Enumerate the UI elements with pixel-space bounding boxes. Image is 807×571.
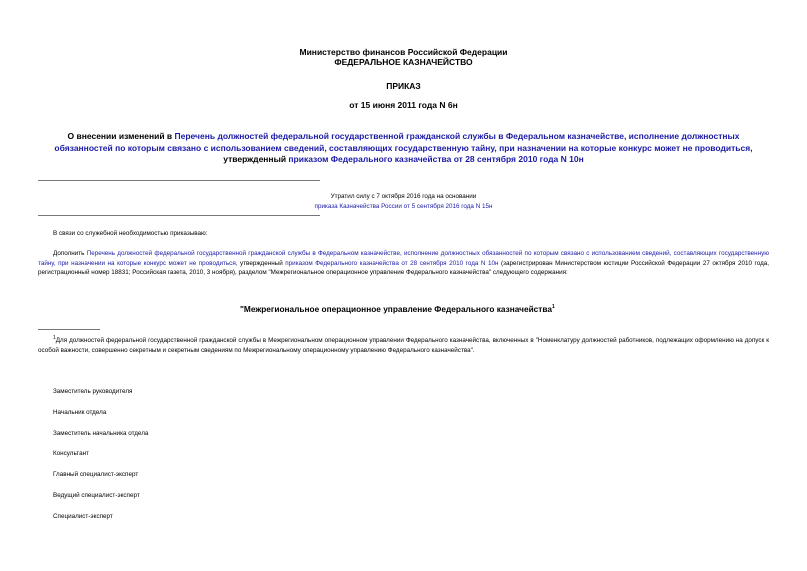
footnote-divider: [38, 329, 100, 330]
para-link-list[interactable]: Перечень должностей федеральной государственной гражданской службы в Федеральном казначействе, исполнение должностных обязанностей по которым связано с использованием сведений, составляющих государственную тайну, при назначении на которые конкурс может не проводиться,: [38, 250, 769, 267]
footnote-ref: 1: [53, 335, 56, 341]
status-link[interactable]: приказа Казначейства России от 5 сентября 2016 года N 15н: [314, 203, 493, 210]
para-suffix: (зарегистрирован Министерством юстиции Российской Федерации 27 октября 2010 года, регистрационный номер 18831; Российская газета, 2010, 3 ноября), разделом "Межрегиональное операционное управление Федерального казначейства" следующего содержания:: [38, 259, 769, 277]
amendment-paragraph: [38, 249, 769, 278]
position-item: Начальник отдела: [53, 409, 107, 416]
ministry-name: Министерство финансов Российской Федерации: [299, 47, 508, 57]
doc-date-number: от 15 июня 2011 года N 6н: [349, 100, 458, 110]
title-link-order[interactable]: приказом Федерального казначейства от 28 сентября 2010 года N 10н: [288, 154, 584, 164]
para-middle: утвержденный: [237, 259, 286, 267]
position-item: Ведущий специалист-эксперт: [53, 492, 140, 499]
para-link-order[interactable]: приказом Федерального казначейства от 28 сентября 2010 года N 10н: [285, 259, 499, 267]
footnote-text: $^1$Для должностей федеральной государственной гражданской службы в Межрегиональном операционном управлении Федерального казначейства, включенных в "Номенклатуру должностей работников, подлежащих оформлению на допуск к особой важности, совершенно секретным и секретным сведениям по Межрегиональному операционному управлению Федерального казначейства".: [38, 335, 769, 354]
title-prefix: О внесении изменений в: [67, 131, 175, 141]
position-item: Заместитель начальника отдела: [53, 430, 149, 437]
divider-top: [38, 180, 320, 181]
document-title: [38, 131, 769, 166]
intro-text: В связи со служебной необходимостью приказываю:: [53, 230, 208, 237]
doc-type: ПРИКАЗ: [386, 81, 421, 91]
para-prefix: Дополнить: [53, 250, 87, 257]
title-middle: утвержденный: [223, 154, 289, 164]
position-item: Консультант: [53, 450, 89, 457]
divider-bottom: [38, 215, 320, 216]
section-heading: "Межрегиональное операционное управление Федерального казначейства$^1$: [240, 303, 555, 314]
title-link-list[interactable]: Перечень должностей федеральной государственной гражданской службы в Федеральном казначействе, исполнение должностных обязанностей по которым связано с использованием сведений, составляющих государственную тайну, при назначении на которые конкурс может не проводиться,: [54, 131, 753, 153]
position-item: Заместитель руководителя: [53, 388, 133, 395]
status-line: Утратил силу с 7 октября 2016 года на основании: [330, 193, 477, 200]
position-item: Специалист-эксперт: [53, 513, 113, 520]
agency-name: ФЕДЕРАЛЬНОЕ КАЗНАЧЕЙСТВО: [334, 57, 473, 67]
footnote-marker[interactable]: 1: [551, 304, 555, 310]
position-item: Главный специалист-эксперт: [53, 471, 139, 478]
